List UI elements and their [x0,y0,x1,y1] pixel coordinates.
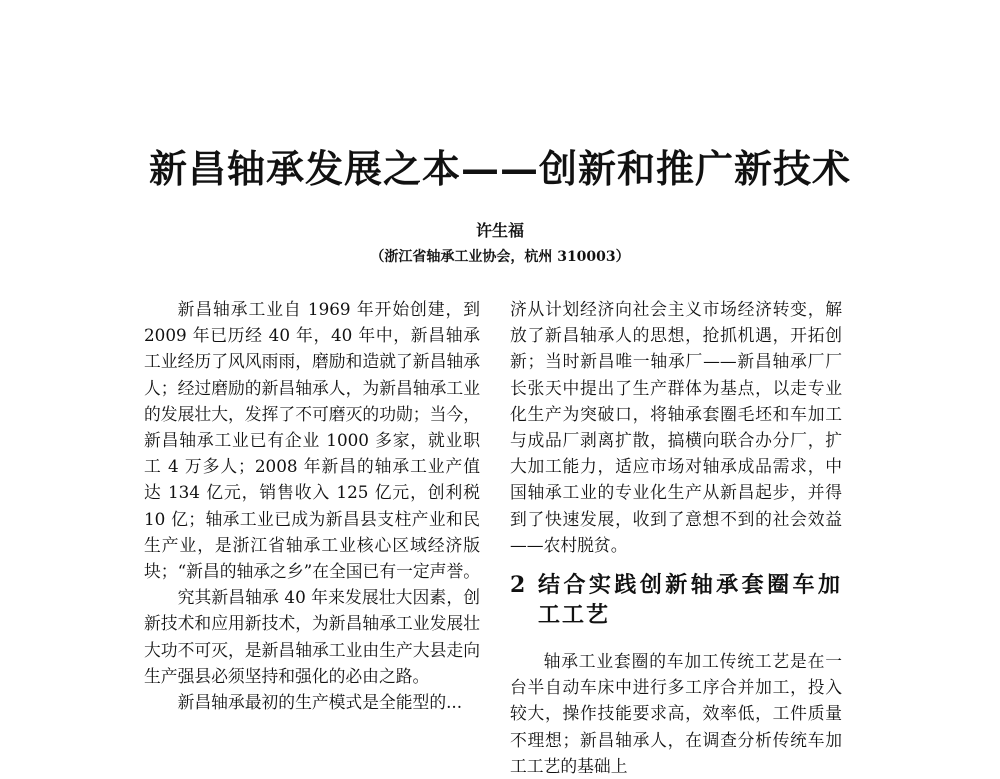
paragraph: 轴承工业套圈的车加工传统工艺是在一台半自动车床中进行多工序合并加工，投入较大，操作技能要求高，效率低，工件质量不理想；新昌轴承人，在调查分析传统车加工工艺的基础上 [510,651,842,776]
author-affiliation: （浙江省轴承工业协会，杭州 310003） [370,249,630,265]
section-heading [510,570,842,630]
article-author: 许生福 [475,221,524,240]
paragraph: 新昌轴承工业自 1969 年开始创建，到 2009 年已历经 40 年，40 年中，新昌轴承工业经历了风风雨雨，磨励和造就了新昌轴承人；经过磨励的新昌轴承人，为新昌轴承工业的发展壮大，发挥了不可磨灭的功勋；当今，新昌轴承工业已有企业 1000 多家，就业职工 4 万多人；2008 年新昌的轴承工业产值达 134 亿元，销售收入 125 亿元，创利税 10 亿；轴承工业已成为新昌县支柱产业和民生产业，是浙江省轴承工业核心区域经济版块；“新昌的轴承之乡”在全国已有一定声誉。 [144,299,481,582]
left-column [144,296,480,715]
section-title: 结合实践创新轴承套圈车加工工艺 [538,572,842,629]
right-column [510,296,842,779]
article-title: 新昌轴承发展之本——创新和推广新技术 [148,146,851,191]
paragraph: 济从计划经济向社会主义市场经济转变，解放了新昌轴承人的思想，抢抓机遇，开拓创新；当时新昌唯一轴承厂——新昌轴承厂厂长张天中提出了生产群体为基点，以走专业化生产为突破口，将轴承套圈毛坯和车加工与成品厂剥离扩散，搞横向联合办分厂，扩大加工能力，适应市场对轴承成品需求，中国轴承工业的专业化生产从新昌起步，并得到了快速发展，收到了意想不到的社会效益——农村脱贫。 [510,299,842,555]
section-number: 2 [510,572,528,599]
paragraph: 新昌轴承最初的生产模式是全能型的... [177,692,463,713]
paragraph: 究其新昌轴承 40 年来发展壮大因素，创新技术和应用新技术，为新昌轴承工业发展壮大功不可灭，是新昌轴承工业由生产大县走向生产强县必须坚持和强化的必由之路。 [144,587,480,686]
